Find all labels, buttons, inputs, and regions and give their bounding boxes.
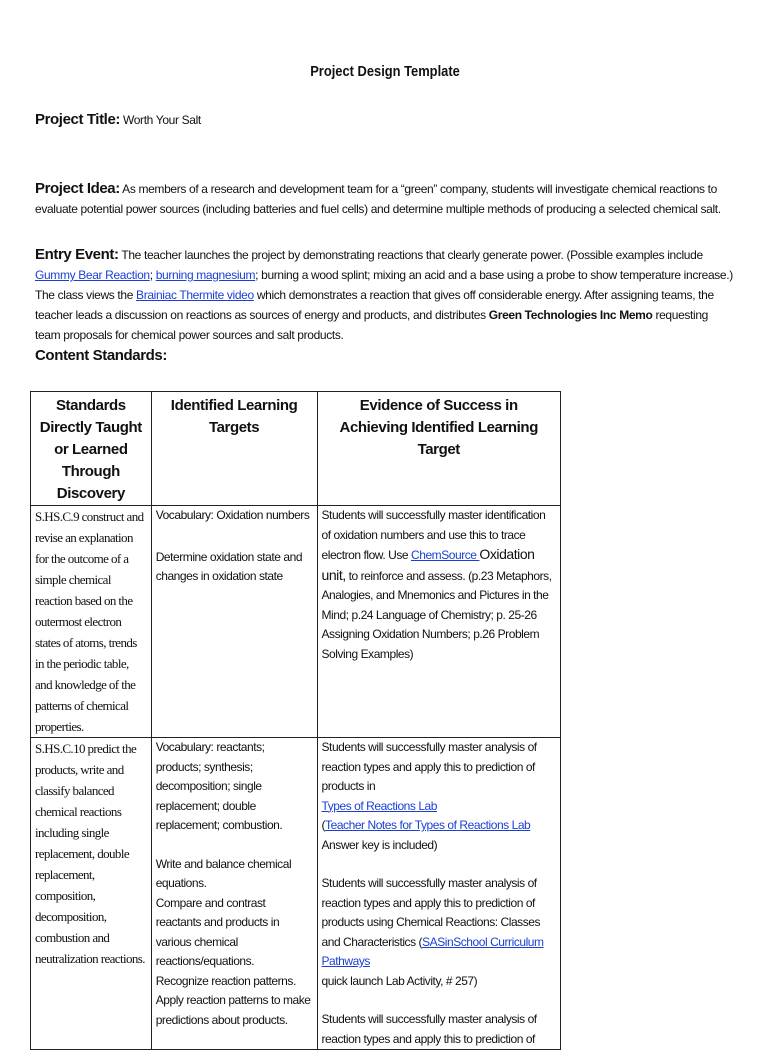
- evidence-cell: [317, 738, 561, 1050]
- entry-event-label: Entry Event:: [35, 246, 119, 263]
- teacher-notes-link[interactable]: Teacher Notes for Types of Reactions Lab: [325, 818, 531, 832]
- project-idea-text: As members of a research and development team for a “green” company, students will investigate chemical reactions to evaluate potential power sources (including batteries and fuel cells) and determine multiple methods of producing a selected chemical salt.: [35, 182, 721, 216]
- content-standards-heading: Content Standards:: [35, 347, 167, 364]
- evidence-text: Answer key is included): [321, 837, 438, 852]
- table-row: [31, 506, 561, 738]
- entry-event-text-4: which demonstrates a reaction that gives off considerable energy. After assigning teams, the teacher leads a discussion on reactions as sources of energy and products, and distributes: [35, 288, 714, 322]
- oxidation-unit-text: Oxidation unit,: [321, 546, 535, 583]
- project-title-label: Project Title:: [35, 111, 120, 128]
- types-of-reactions-lab-link[interactable]: Types of Reactions Lab: [321, 798, 438, 813]
- target-item: Determine oxidation state and changes in oxidation state: [155, 549, 303, 583]
- brainiac-thermite-video-link[interactable]: Brainiac Thermite video: [136, 288, 254, 302]
- evidence-cell: [317, 506, 561, 738]
- evidence-text: Students will successfully master identification of oxidation numbers and use this to trace electron flow. Use: [321, 508, 546, 562]
- target-item: Vocabulary: reactants; products; synthesis; decomposition; single replacement; double replacement; combustion.: [155, 740, 283, 832]
- targets-cell: [151, 506, 317, 738]
- sasinschool-link[interactable]: SASinSchool Curriculum Pathways: [321, 934, 544, 968]
- entry-event-text-5: requesting team proposals for chemical power sources and salt products.: [35, 308, 708, 342]
- page-title: Project Design Template: [310, 63, 460, 80]
- paren-text: (: [321, 818, 326, 832]
- targets-cell: [151, 738, 317, 1050]
- project-title-value: Worth Your Salt: [122, 113, 201, 127]
- project-idea-section: [35, 179, 735, 219]
- header-evidence: Evidence of Success in Achieving Identified Learning Target: [317, 392, 561, 506]
- standard-cell: S.HS.C.9 construct and revise an explanation for the outcome of a simple chemical reaction based on the outermost electron states of atoms, trends in the periodic table, and knowledge of the patterns of chemical properties.: [31, 506, 152, 738]
- standard-cell: S.HS.C.10 predict the products, write and classify balanced chemical reactions including single replacement, double replacement, composition, decomposition, combustion and neutralization reactions.: [31, 738, 152, 1050]
- memo-title: Green Technologies Inc Memo: [488, 308, 653, 322]
- table-header-row: [31, 392, 561, 506]
- evidence-text: to reinforce and assess. (p.23 Metaphors, Analogies, and Mnemonics and Pictures in the Mind; p.24 Language of Chemistry; p. 25-26 Assigning Oxidation Numbers; p.26 Problem Solving Examples): [321, 568, 552, 661]
- burning-magnesium-link[interactable]: burning magnesium: [155, 268, 256, 282]
- target-item: Write and balance chemical equations.: [155, 856, 292, 890]
- chemsource-link[interactable]: ChemSource: [411, 548, 480, 562]
- header-learning-targets: Identified Learning Targets: [151, 392, 317, 506]
- evidence-text: Students will successfully master analysis of reaction types and apply this to prediction of products in: [321, 740, 537, 793]
- evidence-text: quick launch Lab Activity, # 257): [321, 973, 478, 988]
- table-row: [31, 738, 561, 1050]
- entry-event-section: [35, 245, 735, 345]
- project-title-section: [35, 110, 735, 130]
- header-standards: Standards Directly Taught or Learned Through Discovery: [31, 392, 152, 506]
- entry-event-text-1: The teacher launches the project by demonstrating reactions that clearly generate power. (Possible examples include: [121, 248, 703, 262]
- target-item: Apply reaction patterns to make predictions about products.: [155, 993, 311, 1027]
- target-item: Recognize reaction patterns.: [155, 973, 296, 988]
- gummy-bear-reaction-link[interactable]: Gummy Bear Reaction: [35, 268, 150, 282]
- target-item: Compare and contrast reactants and products in various chemical reactions/equations.: [155, 895, 280, 968]
- standards-table: [30, 391, 561, 1050]
- evidence-text: Students will successfully master analysis of reaction types and apply this to prediction of products using Chemical Reactions: Classes and Characteristics (: [321, 876, 541, 949]
- evidence-text: Students will successfully master analysis of reaction types and apply this to prediction of: [321, 1012, 537, 1046]
- target-item: Vocabulary: Oxidation numbers: [155, 508, 310, 522]
- project-idea-label: Project Idea:: [35, 180, 120, 197]
- entry-event-text-2: ;: [149, 268, 156, 282]
- entry-event-text-3: ; burning a wood splint; mixing an acid and a base using a probe to show temperature increase.) The class views the: [35, 268, 733, 302]
